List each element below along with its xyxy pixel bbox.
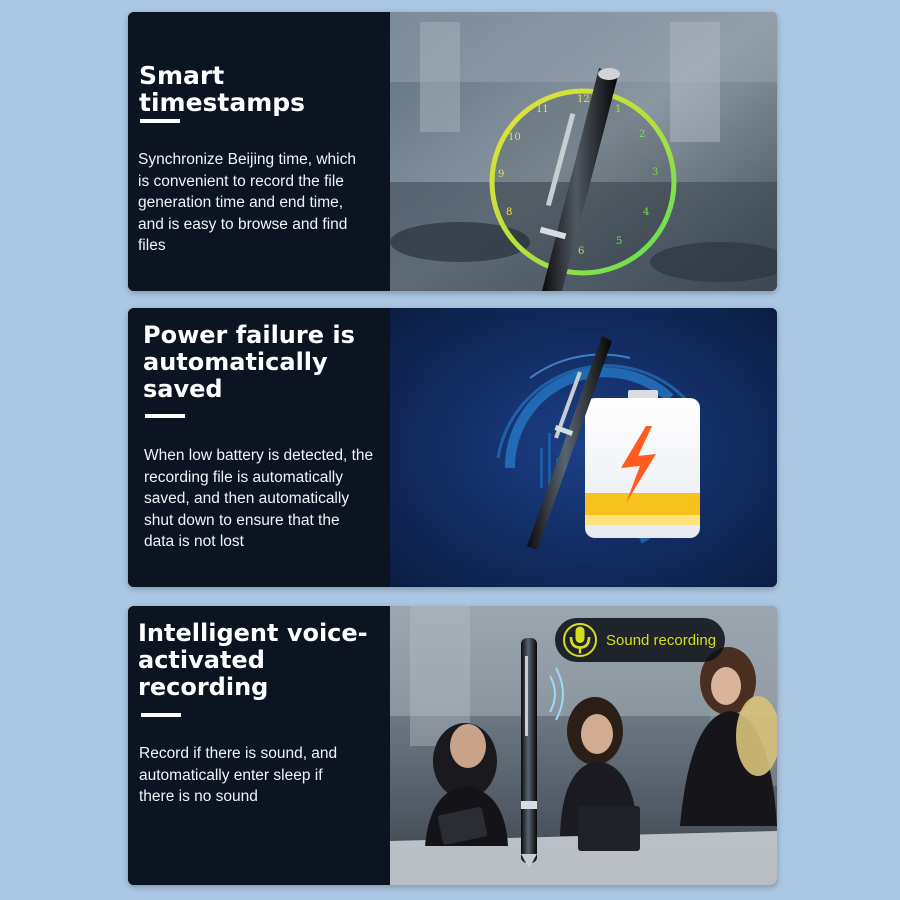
clock-number: 2 [639, 129, 646, 140]
badge-label: Sound recording [606, 631, 717, 649]
card-description [144, 445, 373, 553]
title-underline [140, 119, 180, 123]
clock-number: 8 [506, 207, 513, 218]
title-line: saved [143, 375, 223, 403]
title-line: activated [138, 646, 265, 674]
description-line: saved, and then automatically [144, 490, 350, 508]
clock-number: 3 [652, 167, 659, 178]
title-underline [141, 713, 181, 717]
description-line: shut down to ensure that the [144, 511, 340, 529]
title-line: automatically [143, 348, 328, 376]
card-text-panel [128, 12, 390, 291]
clock-number: 4 [643, 207, 650, 218]
battery-image [390, 308, 777, 587]
description-line: files [138, 237, 166, 255]
card-text-panel [128, 308, 390, 587]
meeting-photo-illustration [390, 606, 777, 885]
clock-number: 1 [615, 104, 622, 115]
clock-number: 10 [508, 132, 521, 143]
clock-number: 11 [536, 104, 549, 115]
description-line: there is no sound [139, 788, 258, 806]
title-underline [145, 414, 185, 418]
clock-number: 6 [578, 246, 585, 257]
clock-number: 9 [498, 169, 505, 180]
card-description [139, 743, 337, 808]
clock-number: 5 [616, 236, 623, 247]
description-line: Record if there is sound, and [139, 745, 338, 762]
feature-card-smart-timestamps [128, 12, 777, 291]
pen-body [521, 638, 537, 863]
feature-card-voice-activated-recording [128, 606, 777, 885]
title-line: recording [138, 673, 269, 701]
feature-card-power-failure-saved [128, 308, 777, 587]
description-line: and is easy to browse and find [138, 215, 348, 233]
description-line: When low battery is detected, the [144, 447, 374, 464]
description-line: automatically enter sleep if [139, 766, 323, 784]
description-line: Synchronize Beijing time, which [138, 151, 356, 168]
title-line: Power failure is [143, 321, 355, 349]
description-line: recording file is automatically [144, 468, 344, 486]
card-title [138, 620, 368, 701]
pen-clock-illustration [390, 12, 777, 291]
clock-dial-image [390, 12, 777, 291]
title-line: Intelligent voice- [138, 619, 368, 647]
clock-number: 12 [577, 94, 590, 105]
description-line: is convenient to record the file [138, 172, 344, 190]
card-title [143, 322, 355, 403]
card-text-panel [128, 606, 390, 885]
microphone-icon [563, 623, 597, 657]
card-description [138, 149, 356, 257]
description-line: data is not lost [144, 533, 244, 551]
pen-battery-illustration [390, 308, 777, 587]
description-line: generation time and end time, [138, 194, 344, 212]
sound-recording-badge [555, 618, 725, 662]
card-title: Smart timestamps [139, 61, 306, 117]
